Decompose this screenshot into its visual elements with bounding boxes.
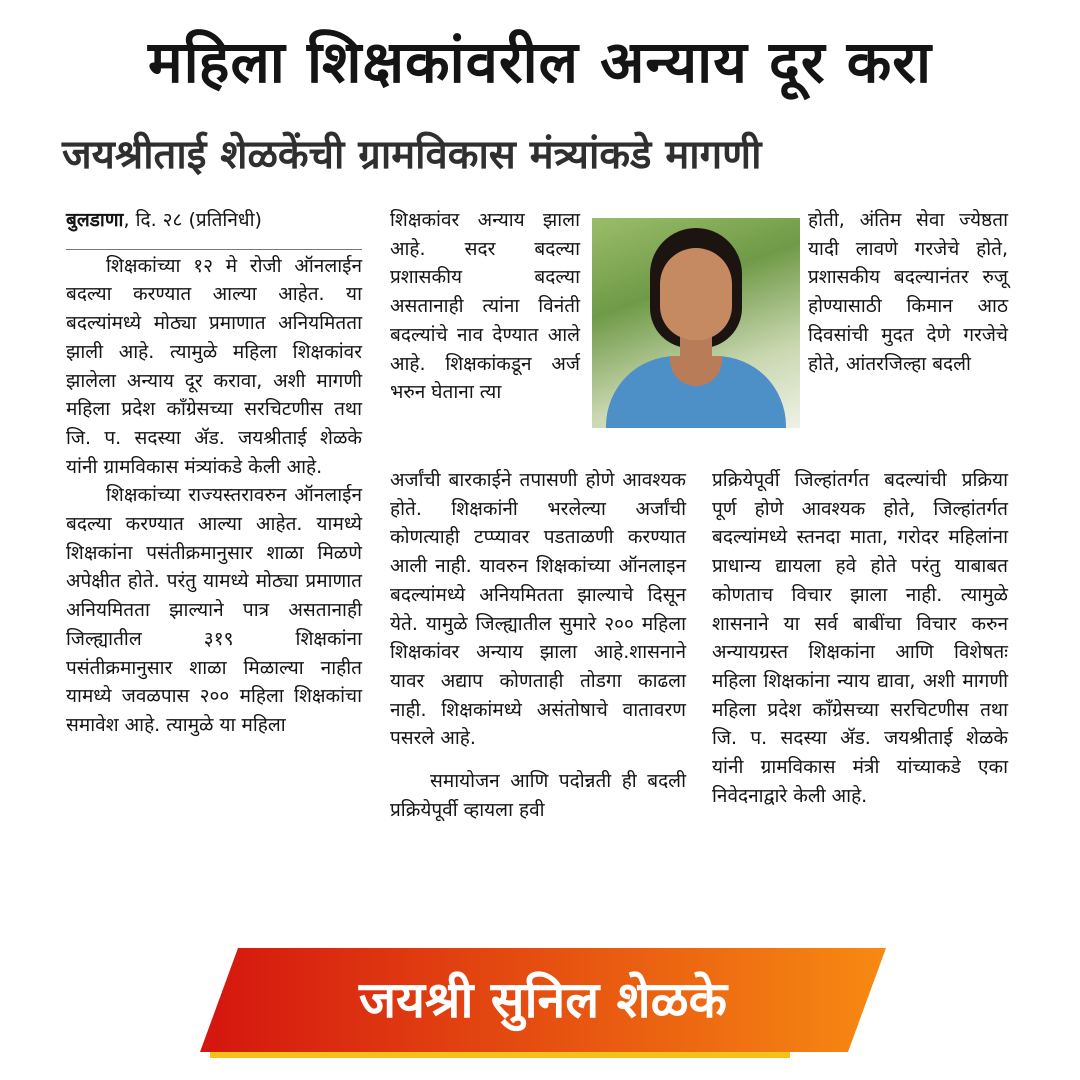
paragraph: अर्जांची बारकाईने तपासणी होणे आवश्यक होते. शिक्षकांनी भरलेल्या अर्जांची कोणत्याही टप्प्यावर पडताळणी करण्यात आली नाही. यावरुन शिक्षकांच्या ऑनलाइन बदल्यांमध्ये अनियमितता झाल्याचे दिसून येते. यामुळे जिल्ह्यातील सुमारे २०० महिला शिक्षकांवर अन्याय झाला आहे.शासनाने यावर अद्याप कोणताही तोडगा काढला नाही. शिक्षकांमध्ये असंतोषाचे वातावरण पसरले आहे. bbox=[390, 469, 686, 750]
paragraph: शिक्षकांच्या राज्यस्तरावरुन ऑनलाईन बदल्या करण्यात आल्या आहेत. यामध्ये शिक्षकांना पसंतीक्रमानुसार शाळा मिळणे अपेक्षीत होते. परंतु यामध्ये मोठ्या प्रमाणात अनियमितता झाल्याने पात्र असतानाही जिल्ह्यातील ३१९ शिक्षकांना पसंतीक्रमानुसार शाळा मिळाल्या नाहीत यामध्ये जवळपास २०० महिला शिक्षकांचा समावेश आहे. त्यामुळे या महिला bbox=[66, 484, 362, 736]
headline: महिला शिक्षकांवरील अन्याय दूर करा bbox=[147, 28, 933, 96]
paragraph: समायोजन आणि पदोन्नती ही बदली प्रक्रियेपूर्वी व्हायला हवी bbox=[390, 770, 686, 821]
article-column-2-top bbox=[390, 206, 580, 407]
paragraph: प्रक्रियेपूर्वी जिल्हांतर्गत बदल्यांची प्रक्रिया पूर्ण होणे आवश्यक होते, जिल्हांतर्गत बदल्यांमध्ये स्तनदा माता, गरोदर महिलांना प्राधान्य द्यायला हवे होते परंतु याबाबत कोणताच विचार झाला नाही. त्यामुळे शासनाने या सर्व बाबींचा विचार करुन अन्यायग्रस्त शिक्षकांना आणि विशेषतः महिला शिक्षकांना न्याय द्यावा, अशी मागणी महिला प्रदेश काँग्रेसच्या सरचिटणीस तथा जि. प. सदस्या ॲड. जयश्रीताई शेळके यांनी ग्रामविकास मंत्री यांच्याकडे एका निवेदनाद्वारे केली आहे. bbox=[712, 469, 1008, 807]
article-column-3-top bbox=[808, 206, 1008, 378]
subheadline: जयश्रीताई शेळकेंची ग्रामविकास मंत्र्यांकडे मागणी bbox=[62, 132, 762, 178]
name-banner bbox=[200, 948, 886, 1054]
banner-underline bbox=[210, 1052, 790, 1058]
article-column-3-bottom bbox=[712, 466, 1008, 810]
dateline bbox=[66, 206, 362, 235]
dateline-rest: , दि. २८ (प्रतिनिधी) bbox=[123, 209, 262, 231]
portrait-photo bbox=[592, 218, 800, 428]
article-column-1 bbox=[66, 206, 362, 740]
dateline-place: बुलडाणा bbox=[66, 209, 124, 231]
paragraph: शिक्षकांवर अन्याय झाला आहे. सदर बदल्या प्रशासकीय बदल्या असतानाही त्यांना विनंती बदल्यांचे नाव देण्यात आले आहे. शिक्षकांकडून अर्ज भरुन घेताना त्या bbox=[390, 209, 580, 404]
dateline-divider bbox=[66, 249, 362, 250]
paragraph: होती, अंतिम सेवा ज्येष्ठता यादी लावणे गरजेचे होते, प्रशासकीय बदल्यानंतर रुजू होण्यासाठी किमान आठ दिवसांची मुदत देणे गरजेचे होते, आंतरजिल्हा बदली bbox=[808, 209, 1008, 375]
article-column-2-bottom bbox=[390, 466, 686, 824]
paragraph: शिक्षकांच्या १२ मे रोजी ऑनलाईन बदल्या करण्यात आल्या आहेत. या बदल्यांमध्ये मोठ्या प्रमाणात अनियमितता झाली आहे. त्यामुळे महिला शिक्षकांवर झालेला अन्याय दूर करावा, अशी मागणी महिला प्रदेश काँग्रेसच्या सरचिटणीस तथा जि. प. सदस्या ॲड. जयश्रीताई शेळके यांनी ग्रामविकास मंत्र्यांकडे केली आहे. bbox=[66, 254, 362, 478]
banner-name: जयश्री सुनिल शेळके bbox=[358, 971, 728, 1029]
